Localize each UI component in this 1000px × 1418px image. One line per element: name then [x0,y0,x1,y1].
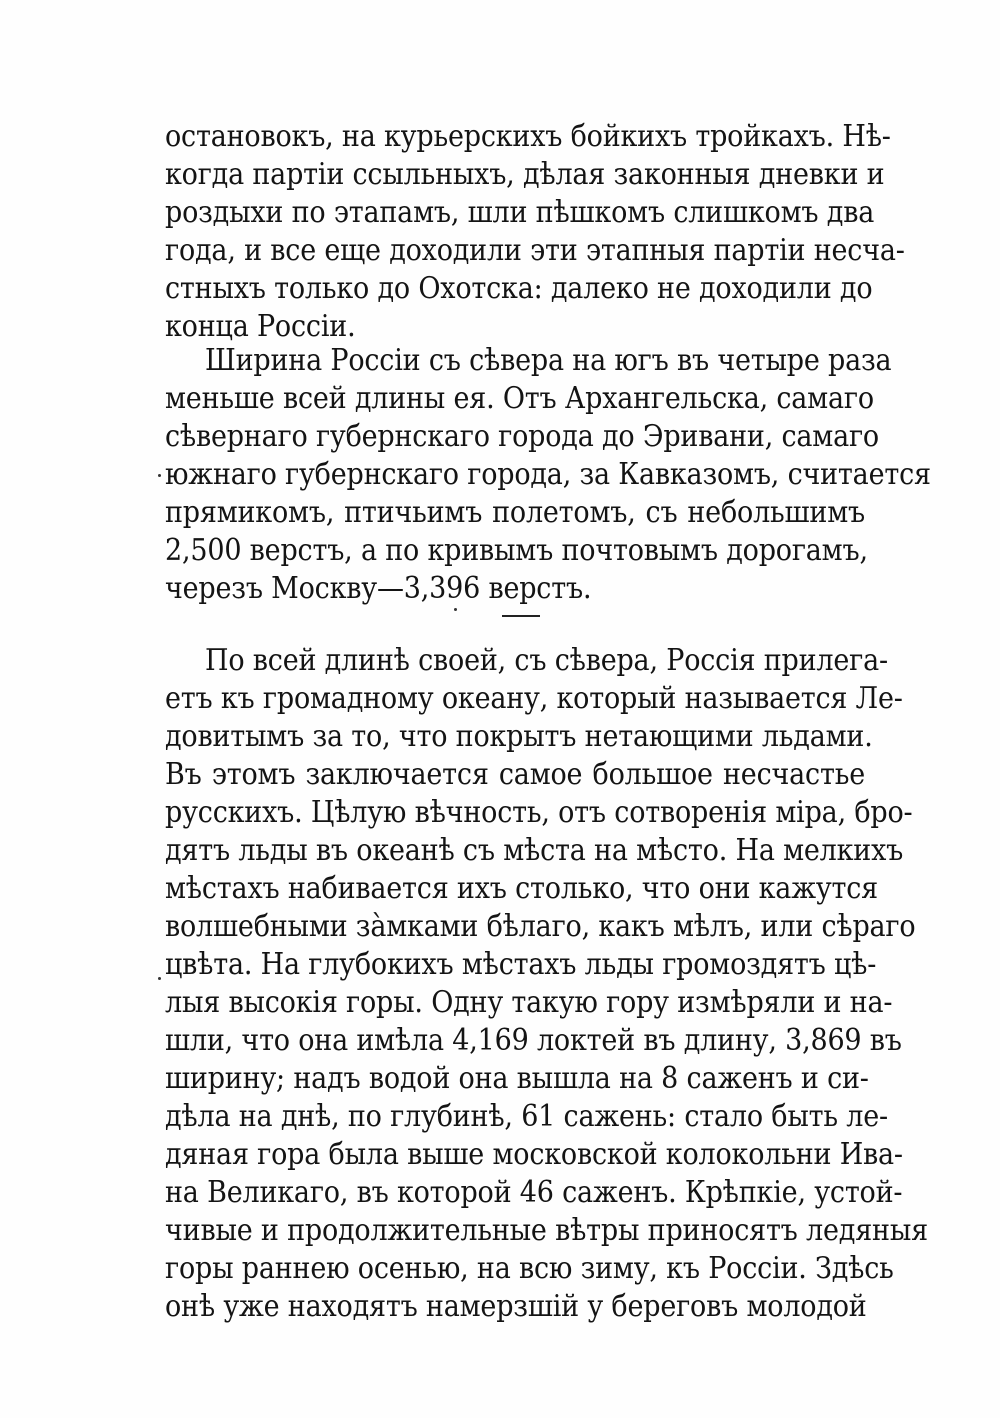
scan-speck [158,977,161,980]
text-line: остановокъ, на курьерскихъ бойкихъ тройкахъ. Нѣ- [165,119,891,154]
text-line: сѣвернаго губернскаго города до Эривани, самаго [165,419,879,454]
text-line: горы раннею осенью, на всю зиму, къ Россіи. Здѣсь [165,1251,894,1286]
text-line: Въ этомъ заключается самое большое несчастье [165,757,865,792]
text-line: чивые и продолжительные вѣтры приносятъ ледяныя [165,1213,928,1248]
text-line: черезъ Москву—3,396 верстъ. [165,571,592,606]
scan-speck [158,474,161,477]
text-line: довитымъ за то, что покрытъ нетающими льдами. [165,719,873,754]
text-line: прямикомъ, птичьимъ полетомъ, съ небольшимъ [165,495,865,530]
text-line: онѣ уже находятъ намерзшій у береговъ молодой [165,1289,867,1324]
text-line: конца Россіи. [165,309,356,344]
text-line: шли, что она имѣла 4,169 локтей въ длину, 3,869 въ [165,1023,902,1058]
text-line: русскихъ. Цѣлую вѣчность, отъ сотворенія міра, бро- [165,795,913,830]
text-line: По всей длинѣ своей, съ сѣвера, Россія прилега- [205,643,888,678]
text-line: меньше всей длины ея. Отъ Архангельска, самаго [165,381,874,416]
text-line: Ширина Россіи съ сѣвера на югъ въ четыре раза [205,343,892,378]
section-divider [502,615,540,617]
text-line: южнаго губернскаго города, за Кавказомъ, считается [165,457,931,492]
text-line: года, и все еще доходили эти этапныя партіи несча- [165,233,905,268]
text-line: на Великаго, въ которой 46 саженъ. Крѣпкіе, устой- [165,1175,903,1210]
text-line: когда партіи ссыльныхъ, дѣлая законныя дневки и [165,157,885,192]
text-line: цвѣта. На глубокихъ мѣстахъ льды громоздятъ цѣ- [165,947,877,982]
text-line: роздыхи по этапамъ, шли пѣшкомъ слишкомъ два [165,195,875,230]
text-line: ширину; надъ водой она вышла на 8 саженъ и си- [165,1061,869,1096]
text-line: мѣстахъ набивается ихъ столько, что они кажутся [165,871,879,906]
text-line: лыя высокія горы. Одну такую гору измѣряли и на- [165,985,893,1020]
text-line: дятъ льды въ океанѣ съ мѣста на мѣсто. На мелкихъ [165,833,904,868]
text-line: стныхъ только до Охотска: далеко не доходили до [165,271,873,306]
text-line: етъ къ громадному океану, который называется Ле- [165,681,903,716]
text-line: дяная гора была выше московской колокольни Ива- [165,1137,903,1172]
text-line: дѣла на днѣ, по глубинѣ, 61 сажень: стало быть ле- [165,1099,888,1134]
text-line: волшебными зàмками бѣлаго, какъ мѣлъ, или сѣраго [165,909,916,944]
text-line: 2,500 верстъ, а по кривымъ почтовымъ дорогамъ, [165,533,868,568]
scan-speck [454,608,457,611]
